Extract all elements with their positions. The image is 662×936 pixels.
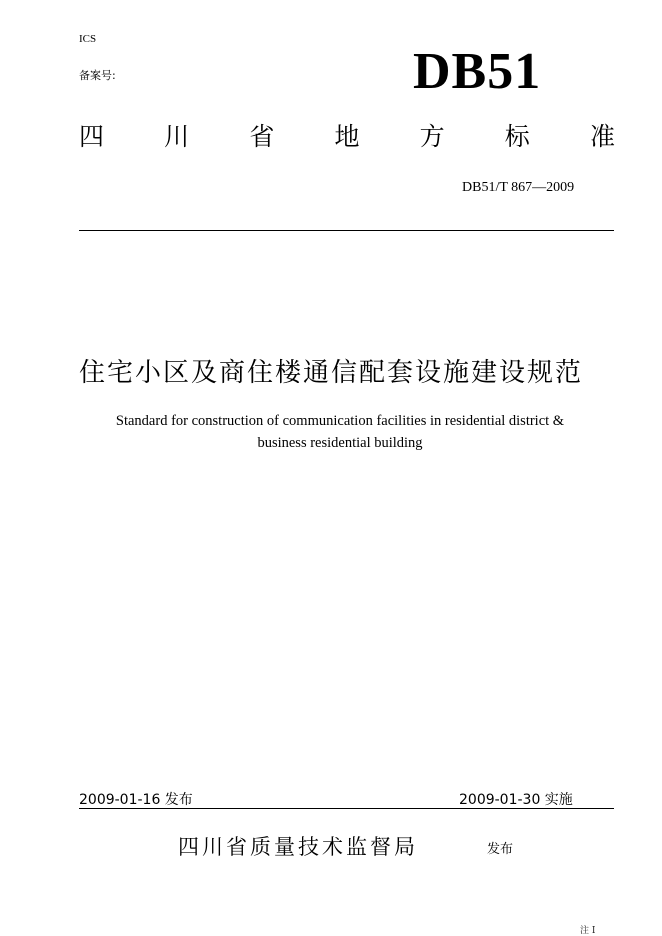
standard-type-char: 准 [589, 122, 615, 151]
document-title-english: Standard for construction of communication facilities in residential district & business residential building [115, 413, 565, 451]
document-title-chinese: 住宅小区及商住楼通信配套设施建设规范 [78, 358, 583, 388]
standard-type-char: 川 [164, 122, 190, 151]
issuer-suffix: 发布 [487, 842, 514, 857]
header-divider [79, 230, 614, 231]
implementation-date: 2009-01-30 实施 [459, 792, 573, 808]
standard-number: DB51/T 867—2009 [462, 180, 575, 195]
page-number: 注 I [580, 926, 596, 936]
standard-type-char: 方 [419, 122, 445, 151]
standard-type-char: 四 [79, 122, 105, 151]
ics-label: ICS [79, 33, 97, 45]
standard-code: DB51 [413, 43, 542, 100]
standard-type-char: 省 [249, 122, 275, 151]
issuing-authority: 四川省质量技术监督局 [178, 835, 418, 859]
standard-type-char: 地 [334, 122, 360, 151]
standard-type-char: 标 [504, 122, 530, 151]
footer-divider [79, 808, 614, 809]
standard-type-heading [79, 122, 615, 152]
issue-date: 2009-01-16 发布 [79, 792, 193, 808]
record-number-label: 备案号: [79, 69, 116, 82]
